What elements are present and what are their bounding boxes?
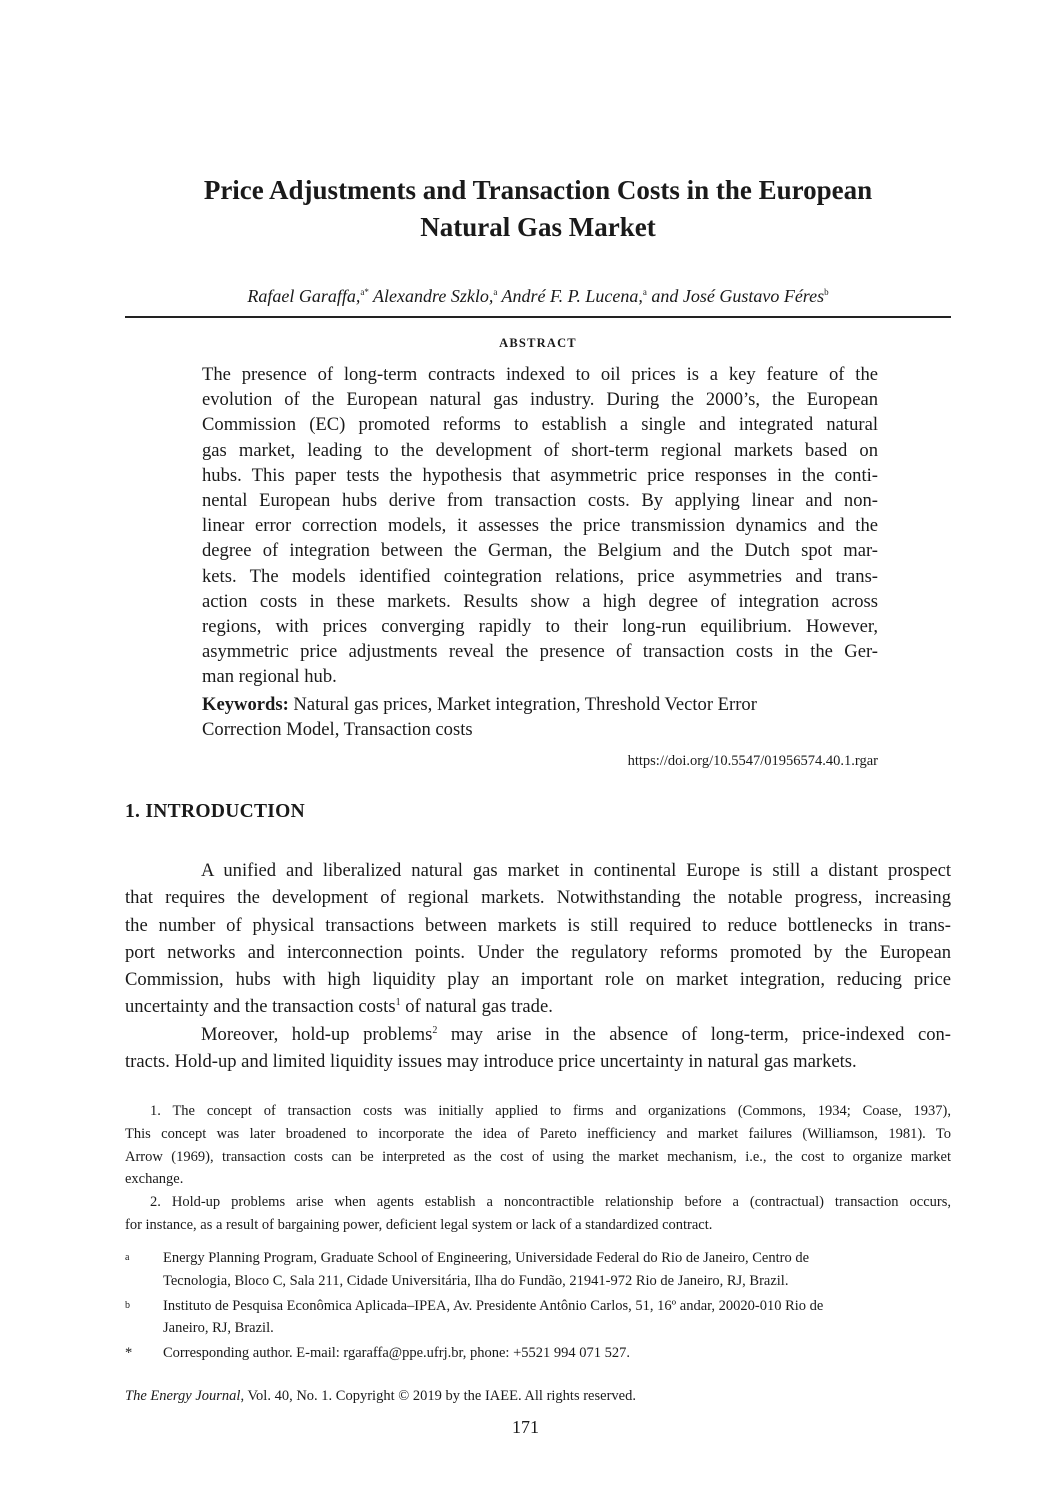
body-line: tracts. Hold-up and limited liquidity issues may introduce price uncertainty in natural gas markets. xyxy=(125,1051,857,1073)
author-mark: b xyxy=(824,287,829,297)
body-line: port networks and interconnection points. Under the regulatory reforms promoted by the European xyxy=(125,941,951,963)
abstract-line: kets. The models identified cointegration relations, price asymmetries and trans- xyxy=(202,565,878,587)
abstract-line: The presence of long-term contracts indexed to oil prices is a key feature of the xyxy=(202,364,878,385)
abstract-line: nental European hubs derive from transaction costs. By applying linear and non- xyxy=(202,489,878,511)
affiliation-item xyxy=(125,1295,951,1341)
affiliations xyxy=(125,1247,951,1367)
title-line: Natural Gas Market xyxy=(420,212,656,242)
affiliation-line: Instituto de Pesquisa Econômica Aplicada–IPEA, Av. Presidente Antônio Carlos, 51, 16º andar, 20020-010 Rio de xyxy=(163,1297,824,1314)
footnote-line: 1. The concept of transaction costs was initially applied to firms and organizations (Commons, 1934; Coase, 1937), xyxy=(150,1103,951,1119)
section-heading: 1. INTRODUCTION xyxy=(125,801,306,822)
body-text: Moreover, hold-up problems xyxy=(201,1023,433,1045)
abstract-heading: ABSTRACT xyxy=(499,336,577,350)
body-line: that requires the development of regional markets. Notwithstanding the notable progress, increasing xyxy=(125,887,951,909)
journal-name: The Energy Journal xyxy=(125,1388,241,1404)
body-line xyxy=(125,1021,951,1048)
body-text: may arise in the absence of long-term, price-indexed con- xyxy=(437,1023,951,1045)
abstract-line: hubs. This paper tests the hypothesis that asymmetric price responses in the conti- xyxy=(202,464,878,486)
abstract-line: man regional hub. xyxy=(202,666,337,688)
keywords-line xyxy=(202,692,878,717)
abstract-line: action costs in these markets. Results show a high degree of integration across xyxy=(202,590,878,612)
abstract-line: degree of integration between the German, the Belgium and the Dutch spot mar- xyxy=(202,540,878,562)
body-line: the number of physical transactions between markets is still required to reduce bottlenecks in trans- xyxy=(125,914,951,936)
author-list xyxy=(125,280,951,308)
footnote-line: for instance, as a result of bargaining power, deficient legal system or lack of a standardized contract. xyxy=(125,1216,713,1233)
body-text: uncertainty and the transaction costs xyxy=(125,996,396,1018)
abstract-line: regions, with prices converging rapidly to their long-run equilibrium. However, xyxy=(202,615,878,637)
author-mark: a xyxy=(493,287,498,297)
affiliation-mark: a xyxy=(125,1252,130,1263)
footnote-line: Arrow (1969), transaction costs can be interpreted as the cost of using the market mechanism, i.e., the cost to organize market xyxy=(125,1148,951,1165)
author-name: and José Gustavo Féres xyxy=(651,286,825,306)
footnote-ref[interactable]: 2 xyxy=(432,1024,438,1036)
affiliation-line: Energy Planning Program, Graduate School of Engineering, Universidade Federal do Rio de Janeiro, Centro de xyxy=(163,1250,810,1266)
author-name: André F. P. Lucena, xyxy=(501,286,643,306)
abstract-line: gas market, leading to the development of short-term regional markets based on xyxy=(202,439,878,461)
author-name: Rafael Garaffa, xyxy=(247,286,361,306)
page-number: 171 xyxy=(512,1417,539,1437)
abstract-line: evolution of the European natural gas industry. During the 2000’s, the European xyxy=(202,389,878,411)
body-text: of natural gas trade. xyxy=(400,996,553,1018)
affiliation-line: Tecnologia, Bloco C, Sala 211, Cidade Universitária, Ilha do Fundão, 21941-972 Rio de Janeiro, RJ, Brazil. xyxy=(163,1272,789,1289)
doi-link[interactable]: https://doi.org/10.5547/01956574.40.1.rgar xyxy=(627,753,878,769)
affiliation-mark: b xyxy=(125,1299,130,1311)
title-line: Price Adjustments and Transaction Costs in the European xyxy=(203,175,873,205)
footnote-line: exchange. xyxy=(125,1171,184,1188)
author-mark: a* xyxy=(360,287,369,297)
footnote-ref[interactable]: 1 xyxy=(395,997,401,1009)
journal-details: , Vol. 40, No. 1. Copyright © 2019 by the IAEE. All rights reserved. xyxy=(240,1388,636,1404)
keywords-line: Correction Model, Transaction costs xyxy=(202,719,473,741)
abstract-line: linear error correction models, it assesses the price transmission dynamics and the xyxy=(202,515,878,537)
footnote-line: 2. Hold-up problems arise when agents establish a noncontractible relationship before a (contractual) transaction occurs, xyxy=(150,1194,951,1211)
affiliation-mark: * xyxy=(125,1345,133,1362)
journal-citation xyxy=(125,1386,636,1406)
paper-title xyxy=(125,172,951,246)
affiliation-item xyxy=(125,1342,951,1365)
abstract-line: Commission (EC) promoted reforms to establish a single and integrated natural xyxy=(202,414,878,436)
affiliation-line: Corresponding author. E-mail: rgaraffa@ppe.ufrj.br, phone: +5521 994 071 527. xyxy=(163,1345,631,1362)
body-line: Commission, hubs with high liquidity play an important role on market integration, reducing price xyxy=(125,969,951,991)
footnotes xyxy=(125,1100,951,1237)
body-line: A unified and liberalized natural gas market in continental Europe is still a distant prospect xyxy=(201,860,951,881)
keywords-label: Keywords: xyxy=(202,694,289,715)
header-rule xyxy=(125,316,951,318)
body-line xyxy=(125,993,951,1020)
abstract-text xyxy=(202,362,878,689)
affiliation-item xyxy=(125,1247,951,1293)
affiliation-line: Janeiro, RJ, Brazil. xyxy=(163,1320,274,1337)
author-mark: a xyxy=(642,287,647,297)
author-name: Alexandre Szklo, xyxy=(373,286,494,306)
introduction-body xyxy=(125,857,951,1075)
keywords xyxy=(202,692,878,742)
abstract-line: asymmetric price adjustments reveal the presence of transaction costs in the Ger- xyxy=(202,641,878,663)
keywords-text: Natural gas prices, Market integration, Threshold Vector Error xyxy=(288,694,757,715)
footnote-line: This concept was later broadened to incorporate the idea of Pareto inefficiency and market failures (Williamson, 1981). To xyxy=(125,1125,951,1142)
